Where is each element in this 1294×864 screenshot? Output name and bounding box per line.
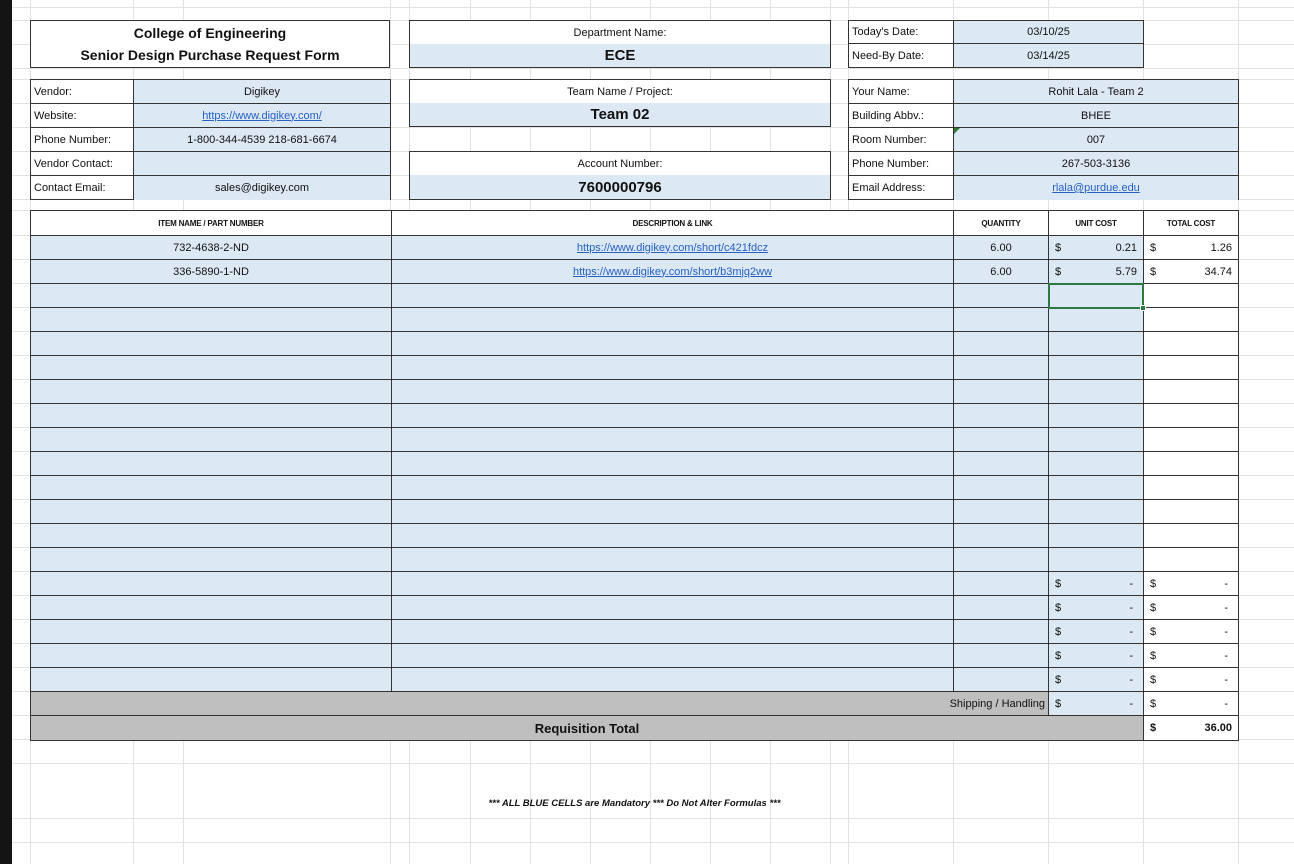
description-cell[interactable] xyxy=(392,356,954,380)
team-label: Team Name / Project: xyxy=(567,85,673,98)
description-cell[interactable] xyxy=(392,476,954,500)
shipping-unit-cost-field[interactable] xyxy=(1049,692,1144,716)
shipping-label xyxy=(31,692,1049,716)
item-name-cell[interactable] xyxy=(31,620,392,644)
quantity-cell[interactable]: 6.00 xyxy=(954,260,1049,284)
active-cell-selection[interactable] xyxy=(1048,283,1144,309)
total-cost-cell xyxy=(1144,428,1238,452)
total-cost-cell xyxy=(1144,668,1238,692)
unit-cost-cell[interactable] xyxy=(1049,452,1144,476)
header-quantity: QUANTITY xyxy=(954,211,1049,236)
description-cell[interactable] xyxy=(392,308,954,332)
quantity-cell[interactable] xyxy=(954,476,1049,500)
form-title-line1: College of Engineering xyxy=(133,25,287,41)
team-field[interactable]: Team 02 xyxy=(410,103,830,126)
requester-field[interactable] xyxy=(954,152,1238,176)
description-cell[interactable] xyxy=(392,644,954,668)
total-amount: 36.00 xyxy=(1204,722,1232,734)
total-cost-cell xyxy=(1144,572,1238,596)
unit-cost-cell[interactable] xyxy=(1049,236,1144,260)
requisition-total-text: Requisition Total xyxy=(534,720,640,736)
vendor-field[interactable] xyxy=(134,80,390,104)
description-cell[interactable] xyxy=(392,572,954,596)
unit-cost-cell[interactable] xyxy=(1049,620,1144,644)
item-name-cell[interactable] xyxy=(31,380,392,404)
total-cost-value: - xyxy=(1224,577,1228,590)
unit-cost-cell[interactable] xyxy=(1049,596,1144,620)
quantity-cell[interactable] xyxy=(954,548,1049,572)
unit-cost-cell[interactable] xyxy=(1049,476,1144,500)
quantity-cell[interactable] xyxy=(954,668,1049,692)
quantity-cell[interactable] xyxy=(954,524,1049,548)
unit-cost-cell[interactable] xyxy=(1049,356,1144,380)
total-cost-currency: $ xyxy=(1150,577,1157,590)
total-cost-value: - xyxy=(1224,601,1228,614)
unit-cost-cell[interactable] xyxy=(1049,572,1144,596)
need-by-date-label: Need-By Date: xyxy=(849,44,954,67)
unit-cost-currency: $ xyxy=(1055,673,1062,686)
team-box xyxy=(409,79,831,127)
total-cost-cell xyxy=(1144,548,1238,572)
total-currency: $ xyxy=(1150,722,1157,734)
quantity-cell[interactable] xyxy=(954,572,1049,596)
unit-cost-value: - xyxy=(1129,625,1133,638)
unit-cost-cell[interactable] xyxy=(1049,548,1144,572)
total-cost-cell xyxy=(1144,284,1238,308)
item-name-cell[interactable] xyxy=(31,500,392,524)
unit-cost-currency: $ xyxy=(1055,601,1062,614)
unit-cost-cell[interactable] xyxy=(1049,524,1144,548)
gridline-horizontal xyxy=(12,818,1294,819)
quantity-cell[interactable] xyxy=(954,332,1049,356)
gridline-horizontal xyxy=(12,763,1294,764)
quantity-cell[interactable] xyxy=(954,500,1049,524)
description-cell[interactable] xyxy=(392,620,954,644)
unit-cost-value: 0.21 xyxy=(1115,241,1137,254)
total-cost-cell xyxy=(1144,524,1238,548)
shipping-unit-currency: $ xyxy=(1055,697,1062,710)
fill-handle[interactable] xyxy=(1140,305,1146,311)
unit-cost-currency: $ xyxy=(1055,649,1062,662)
gridline-horizontal xyxy=(12,68,1294,69)
vendor-box xyxy=(30,79,391,200)
total-cost-currency: $ xyxy=(1150,601,1157,614)
item-name-cell[interactable] xyxy=(31,452,392,476)
unit-cost-value: - xyxy=(1129,577,1133,590)
unit-cost-currency: $ xyxy=(1055,241,1062,254)
item-name-cell[interactable] xyxy=(31,332,392,356)
today-date-field[interactable]: 03/10/25 xyxy=(954,21,1143,44)
total-cost-currency: $ xyxy=(1150,673,1157,686)
shipping-unit-value: - xyxy=(1129,697,1133,710)
description-cell[interactable] xyxy=(392,548,954,572)
row-header-strip xyxy=(0,0,12,864)
vendor-label: Contact Email: xyxy=(31,176,134,200)
description-cell[interactable] xyxy=(392,524,954,548)
item-name-cell[interactable] xyxy=(31,668,392,692)
unit-cost-cell[interactable] xyxy=(1049,668,1144,692)
unit-cost-cell[interactable] xyxy=(1049,500,1144,524)
form-title-line2: Senior Design Purchase Request Form xyxy=(80,47,340,63)
requester-label: Email Address: xyxy=(849,176,954,200)
total-cost-cell xyxy=(1144,644,1238,668)
total-cost-value: 1.26 xyxy=(1210,241,1232,254)
requester-value: Rohit Lala - Team 2 xyxy=(1048,85,1144,98)
total-cost-cell xyxy=(1144,452,1238,476)
unit-cost-cell[interactable] xyxy=(1049,260,1144,284)
unit-cost-currency: $ xyxy=(1055,265,1062,278)
unit-cost-value: 5.79 xyxy=(1115,265,1137,278)
total-cost-cell xyxy=(1144,356,1238,380)
total-cost-currency: $ xyxy=(1150,241,1157,254)
unit-cost-cell[interactable] xyxy=(1049,380,1144,404)
quantity-cell[interactable] xyxy=(954,620,1049,644)
header-item: ITEM NAME / PART NUMBER xyxy=(31,211,392,236)
total-cost-value: - xyxy=(1224,649,1228,662)
description-cell[interactable] xyxy=(392,452,954,476)
item-name-cell[interactable] xyxy=(31,644,392,668)
item-name-cell[interactable] xyxy=(31,476,392,500)
requester-field[interactable] xyxy=(954,128,1238,152)
description-cell[interactable] xyxy=(392,668,954,692)
item-name-cell[interactable] xyxy=(31,572,392,596)
total-cost-cell xyxy=(1144,236,1238,260)
quantity-cell[interactable] xyxy=(954,356,1049,380)
unit-cost-cell[interactable] xyxy=(1049,428,1144,452)
requester-field[interactable] xyxy=(954,104,1238,128)
header-unit-cost: UNIT COST xyxy=(1049,211,1144,236)
description-cell[interactable] xyxy=(392,428,954,452)
requester-value: 267-503-3136 xyxy=(1061,157,1131,170)
requisition-total-label xyxy=(31,716,1144,740)
vendor-field[interactable] xyxy=(134,104,390,128)
department-field[interactable]: ECE xyxy=(410,44,830,67)
total-cost-currency: $ xyxy=(1150,265,1157,278)
vendor-label: Vendor Contact: xyxy=(31,152,134,176)
requester-value: 007 xyxy=(1086,133,1106,146)
unit-cost-cell[interactable] xyxy=(1049,308,1144,332)
total-cost-currency: $ xyxy=(1150,649,1157,662)
gridline-horizontal xyxy=(12,7,1294,8)
description-cell[interactable] xyxy=(392,500,954,524)
item-name-cell[interactable] xyxy=(31,284,392,308)
item-name-cell[interactable] xyxy=(31,548,392,572)
requester-link[interactable]: rlala@purdue.edu xyxy=(1052,182,1140,194)
requester-field[interactable] xyxy=(954,80,1238,104)
header-description: DESCRIPTION & LINK xyxy=(392,211,954,236)
total-cost-cell xyxy=(1144,620,1238,644)
item-name-cell[interactable] xyxy=(31,404,392,428)
unit-cost-cell[interactable] xyxy=(1049,332,1144,356)
description-cell[interactable] xyxy=(392,260,954,284)
vendor-value: 1-800-344-4539 218-681-6674 xyxy=(187,133,337,146)
unit-cost-cell[interactable] xyxy=(1049,404,1144,428)
vendor-field[interactable] xyxy=(134,128,390,152)
need-by-date-field[interactable]: 03/14/25 xyxy=(954,44,1143,67)
vendor-link[interactable]: https://www.digikey.com/ xyxy=(202,109,322,122)
header-total-cost: TOTAL COST xyxy=(1144,211,1238,236)
total-cost-value: - xyxy=(1224,673,1228,686)
description-cell[interactable] xyxy=(392,236,954,260)
department-label: Department Name: xyxy=(573,26,667,39)
total-cost-cell xyxy=(1144,476,1238,500)
total-cost-cell xyxy=(1144,380,1238,404)
quantity-cell[interactable] xyxy=(954,308,1049,332)
item-name-cell[interactable] xyxy=(31,308,392,332)
quantity-cell[interactable] xyxy=(954,380,1049,404)
item-name-cell[interactable] xyxy=(31,524,392,548)
item-name-cell[interactable]: 732-4638-2-ND xyxy=(31,236,392,260)
today-date-label: Today's Date: xyxy=(849,21,954,44)
total-cost-cell xyxy=(1144,308,1238,332)
unit-cost-cell[interactable] xyxy=(1049,644,1144,668)
description-cell[interactable] xyxy=(392,332,954,356)
quantity-cell[interactable] xyxy=(954,428,1049,452)
quantity-cell[interactable] xyxy=(954,404,1049,428)
description-link[interactable]: https://www.digikey.com/short/b3mjq2ww xyxy=(572,265,773,278)
vendor-label: Website: xyxy=(31,104,134,128)
quantity-cell[interactable] xyxy=(954,452,1049,476)
dates-box xyxy=(848,20,1144,68)
total-cost-cell xyxy=(1144,596,1238,620)
requester-label: Room Number: xyxy=(849,128,954,152)
unit-cost-currency: $ xyxy=(1055,625,1062,638)
quantity-cell[interactable] xyxy=(954,284,1049,308)
item-name-cell[interactable] xyxy=(31,428,392,452)
requester-label: Phone Number: xyxy=(849,152,954,176)
comment-indicator-icon[interactable] xyxy=(954,128,960,134)
quantity-cell[interactable]: 6.00 xyxy=(954,236,1049,260)
total-cost-cell xyxy=(1144,260,1238,284)
description-link[interactable]: https://www.digikey.com/short/c421fdcz xyxy=(576,241,769,254)
quantity-cell[interactable] xyxy=(954,596,1049,620)
vendor-value: sales@digikey.com xyxy=(214,182,310,194)
description-cell[interactable] xyxy=(392,380,954,404)
item-name-cell[interactable] xyxy=(31,356,392,380)
requester-label: Your Name: xyxy=(849,80,954,104)
description-cell[interactable] xyxy=(392,404,954,428)
description-cell[interactable] xyxy=(392,284,954,308)
requester-label: Building Abbv.: xyxy=(849,104,954,128)
vendor-field[interactable] xyxy=(134,176,390,200)
quantity-cell[interactable] xyxy=(954,644,1049,668)
total-cost-value: 34.74 xyxy=(1204,265,1232,278)
shipping-total-value: - xyxy=(1224,697,1228,710)
unit-cost-value: - xyxy=(1129,601,1133,614)
account-box xyxy=(409,151,831,200)
requester-value: BHEE xyxy=(1081,109,1111,122)
description-cell[interactable] xyxy=(392,596,954,620)
shipping-total-cost xyxy=(1144,692,1238,716)
unit-cost-value: - xyxy=(1129,673,1133,686)
form-title-box xyxy=(30,20,390,68)
requester-field[interactable] xyxy=(954,176,1238,200)
total-cost-currency: $ xyxy=(1150,625,1157,638)
gridline-horizontal xyxy=(12,842,1294,843)
item-name-cell[interactable]: 336-5890-1-ND xyxy=(31,260,392,284)
shipping-total-currency: $ xyxy=(1150,697,1157,710)
total-cost-cell xyxy=(1144,404,1238,428)
requisition-total-value xyxy=(1144,716,1238,740)
total-cost-cell xyxy=(1144,500,1238,524)
item-name-cell[interactable] xyxy=(31,596,392,620)
footer-note: *** ALL BLUE CELLS are Mandatory *** Do Not Alter Formulas *** xyxy=(488,797,781,809)
vendor-value: Digikey xyxy=(243,85,281,98)
unit-cost-currency: $ xyxy=(1055,577,1062,590)
unit-cost-value: - xyxy=(1129,649,1133,662)
total-cost-value: - xyxy=(1224,625,1228,638)
vendor-field[interactable] xyxy=(134,152,390,176)
vendor-label: Phone Number: xyxy=(31,128,134,152)
vendor-label: Vendor: xyxy=(31,80,134,104)
total-cost-cell xyxy=(1144,332,1238,356)
account-label: Account Number: xyxy=(577,157,663,170)
account-field[interactable]: 7600000796 xyxy=(410,175,830,199)
requester-box xyxy=(848,79,1239,200)
department-box xyxy=(409,20,831,68)
shipping-label-text: Shipping / Handling xyxy=(949,697,1045,710)
